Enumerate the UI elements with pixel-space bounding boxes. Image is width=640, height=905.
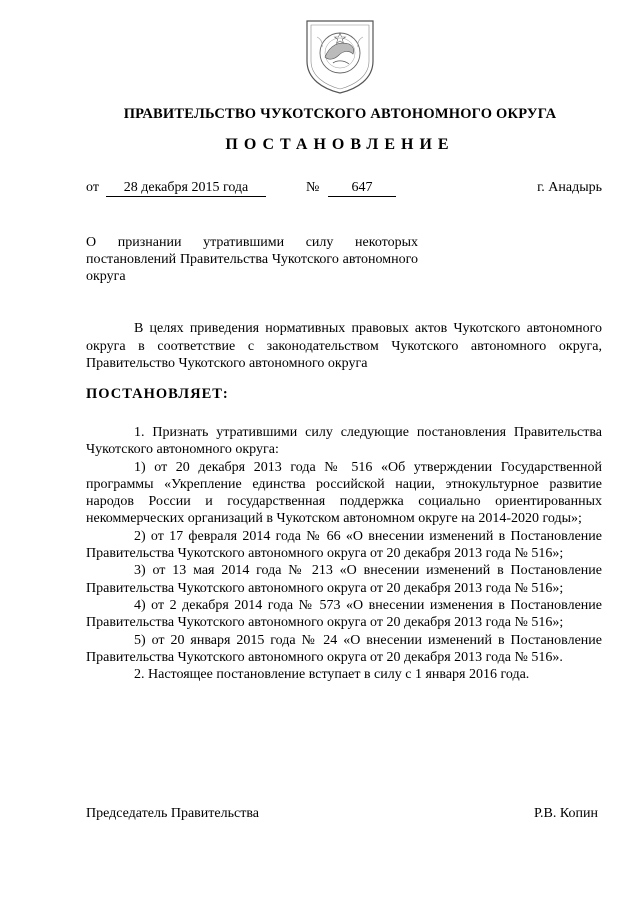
document-meta-row: [86, 180, 602, 200]
signatory-position: Председатель Правительства: [86, 806, 259, 821]
paragraph: 3) от 13 мая 2014 года № 213 «О внесении изменений в Постановление Правительства Чукотского автономного округа от 20 декабря 2013 года № 516»;: [86, 563, 602, 596]
paragraph: 4) от 2 декабря 2014 года № 573 «О внесении изменения в Постановление Правительства Чукотского автономного округа от 20 декабря 2013 года № 516»;: [86, 597, 602, 631]
number-sign: №: [306, 180, 320, 195]
signatory-name: Р.В. Копин: [534, 806, 598, 821]
document-preamble: В целях приведения нормативных правовых актов Чукотского автономного округа в соответствие с законодательством Чукотского автономного округа, Правительство Чукотского автономного округа: [86, 321, 602, 371]
paragraph: 1. Признать утратившими силу следующие постановления Правительства Чукотского автономного округа:: [86, 425, 602, 458]
paragraph: 5) от 20 января 2015 года № 24 «О внесении изменений в Постановление Правительства Чукотского автономного округа от 20 декабря 2013 года № 516».: [86, 632, 602, 665]
resolves-heading: ПОСТАНОВЛЯЕТ:: [86, 386, 229, 402]
document-type-title: ПОСТАНОВЛЕНИЕ: [225, 136, 455, 153]
document-body: [86, 424, 602, 683]
document-city: г. Анадырь: [537, 180, 602, 195]
date-prefix: от: [86, 180, 99, 195]
document-date: 28 декабря 2015 года: [106, 180, 266, 197]
coat-of-arms-emblem: [303, 17, 377, 95]
signature-block: [86, 806, 602, 826]
paragraph: 2) от 17 февраля 2014 года № 66 «О внесении изменений в Постановление Правительства Чукотского автономного округа от 20 декабря 2013 года № 516»;: [86, 528, 602, 562]
government-title: ПРАВИТЕЛЬСТВО ЧУКОТСКОГО АВТОНОМНОГО ОКРУГА: [123, 106, 557, 122]
document-subject: О признании утратившими силу некоторых постановлений Правительства Чукотского автономного округа: [86, 235, 418, 284]
paragraph: 1) от 20 декабря 2013 года № 516 «Об утверждении Государственной программы «Укрепление единства российской нации, этнокультурное развитие народов России и государственная поддержка социально ориентированных некоммерческих организаций в Чукотском автономном округе на 2014-2020 годы»;: [86, 459, 602, 527]
paragraph: 2. Настоящее постановление вступает в силу с 1 января 2016 года.: [134, 667, 530, 683]
document-number: 647: [328, 180, 396, 197]
